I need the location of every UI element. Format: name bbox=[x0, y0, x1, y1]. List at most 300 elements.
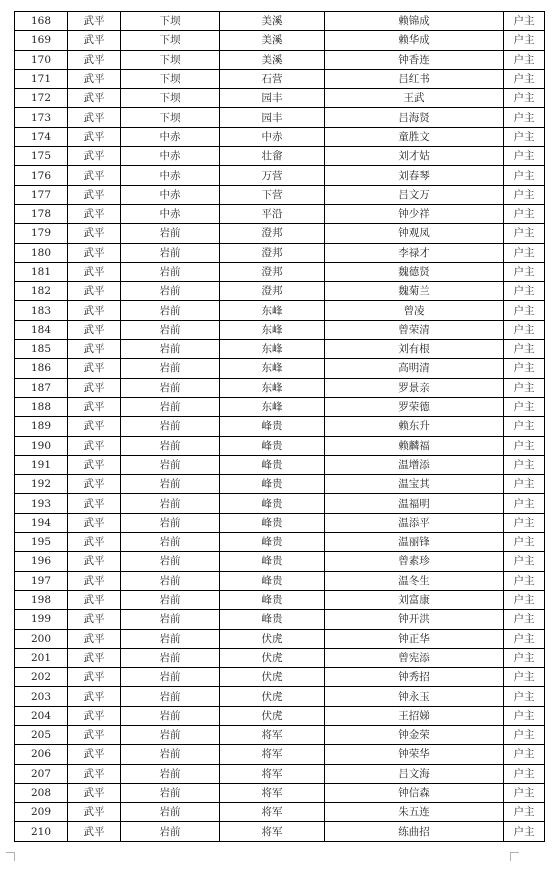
village-cell: 伏虎 bbox=[220, 687, 325, 706]
town-cell: 岩前 bbox=[121, 533, 220, 552]
county-cell: 武平 bbox=[68, 494, 121, 513]
village-cell: 壮畲 bbox=[220, 147, 325, 166]
role-cell: 户主 bbox=[504, 378, 545, 397]
county-cell: 武平 bbox=[68, 397, 121, 416]
table-row bbox=[15, 475, 545, 494]
village-cell: 峰贵 bbox=[220, 494, 325, 513]
name-cell: 童胜文 bbox=[325, 127, 504, 146]
row-number-cell: 189 bbox=[15, 417, 68, 436]
village-cell: 峰贵 bbox=[220, 590, 325, 609]
name-cell: 吕文海 bbox=[325, 764, 504, 783]
name-cell: 罗景亲 bbox=[325, 378, 504, 397]
name-cell: 赖东升 bbox=[325, 417, 504, 436]
name-cell: 赖华成 bbox=[325, 31, 504, 50]
row-number-cell: 182 bbox=[15, 282, 68, 301]
table-row bbox=[15, 262, 545, 281]
village-cell: 东峰 bbox=[220, 359, 325, 378]
row-number-cell: 181 bbox=[15, 262, 68, 281]
town-cell: 岩前 bbox=[121, 378, 220, 397]
county-cell: 武平 bbox=[68, 69, 121, 88]
county-cell: 武平 bbox=[68, 803, 121, 822]
town-cell: 岩前 bbox=[121, 725, 220, 744]
village-cell: 将军 bbox=[220, 783, 325, 802]
county-cell: 武平 bbox=[68, 108, 121, 127]
role-cell: 户主 bbox=[504, 436, 545, 455]
row-number-cell: 179 bbox=[15, 224, 68, 243]
town-cell: 岩前 bbox=[121, 475, 220, 494]
name-cell: 魏菊兰 bbox=[325, 282, 504, 301]
table-row bbox=[15, 243, 545, 262]
town-cell: 岩前 bbox=[121, 301, 220, 320]
name-cell: 吕海贤 bbox=[325, 108, 504, 127]
table-row bbox=[15, 224, 545, 243]
row-number-cell: 188 bbox=[15, 397, 68, 416]
role-cell: 户主 bbox=[504, 166, 545, 185]
village-cell: 东峰 bbox=[220, 340, 325, 359]
name-cell: 曾宪添 bbox=[325, 648, 504, 667]
row-number-cell: 206 bbox=[15, 745, 68, 764]
role-cell: 户主 bbox=[504, 822, 545, 841]
table-row bbox=[15, 89, 545, 108]
county-cell: 武平 bbox=[68, 533, 121, 552]
village-cell: 园丰 bbox=[220, 108, 325, 127]
name-cell: 刘春琴 bbox=[325, 166, 504, 185]
village-cell: 澄邦 bbox=[220, 243, 325, 262]
name-cell: 高明清 bbox=[325, 359, 504, 378]
table-row bbox=[15, 668, 545, 687]
row-number-cell: 170 bbox=[15, 50, 68, 69]
village-cell: 峰贵 bbox=[220, 610, 325, 629]
name-cell: 钟永玉 bbox=[325, 687, 504, 706]
role-cell: 户主 bbox=[504, 397, 545, 416]
table-row bbox=[15, 494, 545, 513]
town-cell: 岩前 bbox=[121, 455, 220, 474]
row-number-cell: 190 bbox=[15, 436, 68, 455]
village-cell: 将军 bbox=[220, 803, 325, 822]
county-cell: 武平 bbox=[68, 127, 121, 146]
name-cell: 温添平 bbox=[325, 513, 504, 532]
table-row bbox=[15, 359, 545, 378]
village-cell: 东峰 bbox=[220, 301, 325, 320]
table-row bbox=[15, 204, 545, 223]
county-cell: 武平 bbox=[68, 320, 121, 339]
role-cell: 户主 bbox=[504, 513, 545, 532]
table-row bbox=[15, 397, 545, 416]
name-cell: 魏德贤 bbox=[325, 262, 504, 281]
county-cell: 武平 bbox=[68, 822, 121, 841]
name-cell: 曾素珍 bbox=[325, 552, 504, 571]
town-cell: 岩前 bbox=[121, 610, 220, 629]
row-number-cell: 174 bbox=[15, 127, 68, 146]
row-number-cell: 205 bbox=[15, 725, 68, 744]
table-row bbox=[15, 301, 545, 320]
role-cell: 户主 bbox=[504, 552, 545, 571]
role-cell: 户主 bbox=[504, 745, 545, 764]
town-cell: 下坝 bbox=[121, 89, 220, 108]
village-cell: 石营 bbox=[220, 69, 325, 88]
table-row bbox=[15, 320, 545, 339]
village-cell: 平沿 bbox=[220, 204, 325, 223]
county-cell: 武平 bbox=[68, 590, 121, 609]
name-cell: 温丽锋 bbox=[325, 533, 504, 552]
table-row bbox=[15, 436, 545, 455]
role-cell: 户主 bbox=[504, 340, 545, 359]
county-cell: 武平 bbox=[68, 359, 121, 378]
village-cell: 将军 bbox=[220, 745, 325, 764]
row-number-cell: 178 bbox=[15, 204, 68, 223]
role-cell: 户主 bbox=[504, 725, 545, 744]
table-row bbox=[15, 725, 545, 744]
town-cell: 岩前 bbox=[121, 417, 220, 436]
county-cell: 武平 bbox=[68, 571, 121, 590]
table-row bbox=[15, 571, 545, 590]
role-cell: 户主 bbox=[504, 629, 545, 648]
village-cell: 中赤 bbox=[220, 127, 325, 146]
role-cell: 户主 bbox=[504, 262, 545, 281]
town-cell: 下坝 bbox=[121, 50, 220, 69]
village-cell: 峰贵 bbox=[220, 571, 325, 590]
role-cell: 户主 bbox=[504, 359, 545, 378]
row-number-cell: 197 bbox=[15, 571, 68, 590]
role-cell: 户主 bbox=[504, 147, 545, 166]
table-row bbox=[15, 648, 545, 667]
row-number-cell: 184 bbox=[15, 320, 68, 339]
role-cell: 户主 bbox=[504, 320, 545, 339]
household-table bbox=[14, 11, 545, 842]
name-cell: 刘才姑 bbox=[325, 147, 504, 166]
name-cell: 曾凌 bbox=[325, 301, 504, 320]
row-number-cell: 207 bbox=[15, 764, 68, 783]
row-number-cell: 187 bbox=[15, 378, 68, 397]
row-number-cell: 204 bbox=[15, 706, 68, 725]
county-cell: 武平 bbox=[68, 610, 121, 629]
row-number-cell: 183 bbox=[15, 301, 68, 320]
role-cell: 户主 bbox=[504, 533, 545, 552]
name-cell: 赖锦成 bbox=[325, 12, 504, 31]
role-cell: 户主 bbox=[504, 668, 545, 687]
village-cell: 东峰 bbox=[220, 320, 325, 339]
role-cell: 户主 bbox=[504, 127, 545, 146]
village-cell: 美溪 bbox=[220, 12, 325, 31]
name-cell: 罗荣德 bbox=[325, 397, 504, 416]
table-row bbox=[15, 590, 545, 609]
name-cell: 王武 bbox=[325, 89, 504, 108]
town-cell: 岩前 bbox=[121, 359, 220, 378]
row-number-cell: 191 bbox=[15, 455, 68, 474]
table-row bbox=[15, 282, 545, 301]
role-cell: 户主 bbox=[504, 764, 545, 783]
county-cell: 武平 bbox=[68, 340, 121, 359]
row-number-cell: 180 bbox=[15, 243, 68, 262]
village-cell: 峰贵 bbox=[220, 436, 325, 455]
village-cell: 美溪 bbox=[220, 31, 325, 50]
row-number-cell: 198 bbox=[15, 590, 68, 609]
county-cell: 武平 bbox=[68, 687, 121, 706]
county-cell: 武平 bbox=[68, 147, 121, 166]
role-cell: 户主 bbox=[504, 706, 545, 725]
role-cell: 户主 bbox=[504, 610, 545, 629]
town-cell: 岩前 bbox=[121, 282, 220, 301]
town-cell: 岩前 bbox=[121, 629, 220, 648]
village-cell: 澄邦 bbox=[220, 224, 325, 243]
county-cell: 武平 bbox=[68, 166, 121, 185]
table-row bbox=[15, 31, 545, 50]
row-number-cell: 208 bbox=[15, 783, 68, 802]
county-cell: 武平 bbox=[68, 668, 121, 687]
county-cell: 武平 bbox=[68, 262, 121, 281]
name-cell: 钟少祥 bbox=[325, 204, 504, 223]
role-cell: 户主 bbox=[504, 12, 545, 31]
row-number-cell: 193 bbox=[15, 494, 68, 513]
table-body bbox=[15, 12, 545, 842]
village-cell: 万营 bbox=[220, 166, 325, 185]
town-cell: 岩前 bbox=[121, 552, 220, 571]
table-row bbox=[15, 552, 545, 571]
table-row bbox=[15, 803, 545, 822]
name-cell: 钟香连 bbox=[325, 50, 504, 69]
village-cell: 澄邦 bbox=[220, 262, 325, 281]
role-cell: 户主 bbox=[504, 282, 545, 301]
role-cell: 户主 bbox=[504, 31, 545, 50]
town-cell: 岩前 bbox=[121, 320, 220, 339]
table-row bbox=[15, 378, 545, 397]
role-cell: 户主 bbox=[504, 648, 545, 667]
row-number-cell: 192 bbox=[15, 475, 68, 494]
county-cell: 武平 bbox=[68, 243, 121, 262]
town-cell: 岩前 bbox=[121, 764, 220, 783]
row-number-cell: 169 bbox=[15, 31, 68, 50]
name-cell: 朱五连 bbox=[325, 803, 504, 822]
role-cell: 户主 bbox=[504, 494, 545, 513]
row-number-cell: 195 bbox=[15, 533, 68, 552]
table-row bbox=[15, 340, 545, 359]
county-cell: 武平 bbox=[68, 725, 121, 744]
town-cell: 岩前 bbox=[121, 822, 220, 841]
name-cell: 钟金荣 bbox=[325, 725, 504, 744]
page-corner-mark-right bbox=[510, 852, 519, 861]
county-cell: 武平 bbox=[68, 745, 121, 764]
name-cell: 刘有根 bbox=[325, 340, 504, 359]
row-number-cell: 202 bbox=[15, 668, 68, 687]
role-cell: 户主 bbox=[504, 803, 545, 822]
role-cell: 户主 bbox=[504, 475, 545, 494]
town-cell: 中赤 bbox=[121, 185, 220, 204]
role-cell: 户主 bbox=[504, 50, 545, 69]
county-cell: 武平 bbox=[68, 12, 121, 31]
town-cell: 岩前 bbox=[121, 745, 220, 764]
table-row bbox=[15, 745, 545, 764]
town-cell: 岩前 bbox=[121, 648, 220, 667]
name-cell: 刘富康 bbox=[325, 590, 504, 609]
town-cell: 岩前 bbox=[121, 687, 220, 706]
name-cell: 吕文万 bbox=[325, 185, 504, 204]
county-cell: 武平 bbox=[68, 31, 121, 50]
county-cell: 武平 bbox=[68, 648, 121, 667]
village-cell: 澄邦 bbox=[220, 282, 325, 301]
role-cell: 户主 bbox=[504, 224, 545, 243]
row-number-cell: 176 bbox=[15, 166, 68, 185]
name-cell: 曾荣清 bbox=[325, 320, 504, 339]
table-row bbox=[15, 706, 545, 725]
county-cell: 武平 bbox=[68, 629, 121, 648]
table-row bbox=[15, 610, 545, 629]
village-cell: 伏虎 bbox=[220, 668, 325, 687]
town-cell: 岩前 bbox=[121, 590, 220, 609]
row-number-cell: 194 bbox=[15, 513, 68, 532]
row-number-cell: 172 bbox=[15, 89, 68, 108]
name-cell: 钟正华 bbox=[325, 629, 504, 648]
name-cell: 李禄才 bbox=[325, 243, 504, 262]
table-row bbox=[15, 127, 545, 146]
town-cell: 中赤 bbox=[121, 127, 220, 146]
town-cell: 岩前 bbox=[121, 494, 220, 513]
county-cell: 武平 bbox=[68, 204, 121, 223]
town-cell: 岩前 bbox=[121, 340, 220, 359]
table-row bbox=[15, 147, 545, 166]
role-cell: 户主 bbox=[504, 590, 545, 609]
row-number-cell: 196 bbox=[15, 552, 68, 571]
village-cell: 峰贵 bbox=[220, 533, 325, 552]
row-number-cell: 185 bbox=[15, 340, 68, 359]
village-cell: 东峰 bbox=[220, 378, 325, 397]
row-number-cell: 186 bbox=[15, 359, 68, 378]
county-cell: 武平 bbox=[68, 282, 121, 301]
town-cell: 岩前 bbox=[121, 783, 220, 802]
row-number-cell: 173 bbox=[15, 108, 68, 127]
name-cell: 练曲招 bbox=[325, 822, 504, 841]
row-number-cell: 199 bbox=[15, 610, 68, 629]
row-number-cell: 210 bbox=[15, 822, 68, 841]
village-cell: 峰贵 bbox=[220, 552, 325, 571]
name-cell: 吕红书 bbox=[325, 69, 504, 88]
row-number-cell: 203 bbox=[15, 687, 68, 706]
village-cell: 将军 bbox=[220, 725, 325, 744]
county-cell: 武平 bbox=[68, 513, 121, 532]
village-cell: 伏虎 bbox=[220, 706, 325, 725]
table-row bbox=[15, 764, 545, 783]
name-cell: 温冬生 bbox=[325, 571, 504, 590]
town-cell: 中赤 bbox=[121, 204, 220, 223]
village-cell: 峰贵 bbox=[220, 417, 325, 436]
name-cell: 钟秀招 bbox=[325, 668, 504, 687]
county-cell: 武平 bbox=[68, 50, 121, 69]
table-row bbox=[15, 12, 545, 31]
table-row bbox=[15, 69, 545, 88]
village-cell: 将军 bbox=[220, 822, 325, 841]
table-row bbox=[15, 513, 545, 532]
town-cell: 岩前 bbox=[121, 668, 220, 687]
table-row bbox=[15, 629, 545, 648]
town-cell: 中赤 bbox=[121, 166, 220, 185]
village-cell: 伏虎 bbox=[220, 648, 325, 667]
name-cell: 钟荣华 bbox=[325, 745, 504, 764]
town-cell: 岩前 bbox=[121, 571, 220, 590]
village-cell: 美溪 bbox=[220, 50, 325, 69]
village-cell: 峰贵 bbox=[220, 455, 325, 474]
county-cell: 武平 bbox=[68, 301, 121, 320]
town-cell: 岩前 bbox=[121, 436, 220, 455]
village-cell: 峰贵 bbox=[220, 475, 325, 494]
role-cell: 户主 bbox=[504, 204, 545, 223]
role-cell: 户主 bbox=[504, 301, 545, 320]
row-number-cell: 175 bbox=[15, 147, 68, 166]
role-cell: 户主 bbox=[504, 185, 545, 204]
role-cell: 户主 bbox=[504, 89, 545, 108]
table-row bbox=[15, 533, 545, 552]
town-cell: 岩前 bbox=[121, 803, 220, 822]
county-cell: 武平 bbox=[68, 378, 121, 397]
town-cell: 岩前 bbox=[121, 706, 220, 725]
table-row bbox=[15, 185, 545, 204]
table-row bbox=[15, 417, 545, 436]
row-number-cell: 209 bbox=[15, 803, 68, 822]
name-cell: 钟观凤 bbox=[325, 224, 504, 243]
county-cell: 武平 bbox=[68, 783, 121, 802]
role-cell: 户主 bbox=[504, 571, 545, 590]
county-cell: 武平 bbox=[68, 455, 121, 474]
row-number-cell: 177 bbox=[15, 185, 68, 204]
county-cell: 武平 bbox=[68, 706, 121, 725]
town-cell: 下坝 bbox=[121, 12, 220, 31]
row-number-cell: 201 bbox=[15, 648, 68, 667]
town-cell: 岩前 bbox=[121, 243, 220, 262]
village-cell: 东峰 bbox=[220, 397, 325, 416]
county-cell: 武平 bbox=[68, 436, 121, 455]
county-cell: 武平 bbox=[68, 224, 121, 243]
role-cell: 户主 bbox=[504, 783, 545, 802]
village-cell: 峰贵 bbox=[220, 513, 325, 532]
name-cell: 赖麟福 bbox=[325, 436, 504, 455]
town-cell: 下坝 bbox=[121, 31, 220, 50]
town-cell: 岩前 bbox=[121, 513, 220, 532]
county-cell: 武平 bbox=[68, 185, 121, 204]
county-cell: 武平 bbox=[68, 475, 121, 494]
town-cell: 下坝 bbox=[121, 108, 220, 127]
name-cell: 王招娣 bbox=[325, 706, 504, 725]
village-cell: 园丰 bbox=[220, 89, 325, 108]
role-cell: 户主 bbox=[504, 417, 545, 436]
table-row bbox=[15, 687, 545, 706]
table-row bbox=[15, 455, 545, 474]
row-number-cell: 168 bbox=[15, 12, 68, 31]
town-cell: 岩前 bbox=[121, 397, 220, 416]
town-cell: 中赤 bbox=[121, 147, 220, 166]
name-cell: 温宝其 bbox=[325, 475, 504, 494]
row-number-cell: 200 bbox=[15, 629, 68, 648]
table-row bbox=[15, 822, 545, 841]
table-row bbox=[15, 783, 545, 802]
role-cell: 户主 bbox=[504, 687, 545, 706]
role-cell: 户主 bbox=[504, 455, 545, 474]
county-cell: 武平 bbox=[68, 417, 121, 436]
county-cell: 武平 bbox=[68, 89, 121, 108]
role-cell: 户主 bbox=[504, 108, 545, 127]
county-cell: 武平 bbox=[68, 552, 121, 571]
name-cell: 钟开洪 bbox=[325, 610, 504, 629]
town-cell: 岩前 bbox=[121, 262, 220, 281]
row-number-cell: 171 bbox=[15, 69, 68, 88]
county-cell: 武平 bbox=[68, 764, 121, 783]
page-corner-mark-left bbox=[6, 852, 15, 861]
table-row bbox=[15, 50, 545, 69]
village-cell: 将军 bbox=[220, 764, 325, 783]
role-cell: 户主 bbox=[504, 243, 545, 262]
table-row bbox=[15, 166, 545, 185]
town-cell: 岩前 bbox=[121, 224, 220, 243]
village-cell: 伏虎 bbox=[220, 629, 325, 648]
town-cell: 下坝 bbox=[121, 69, 220, 88]
village-cell: 下营 bbox=[220, 185, 325, 204]
